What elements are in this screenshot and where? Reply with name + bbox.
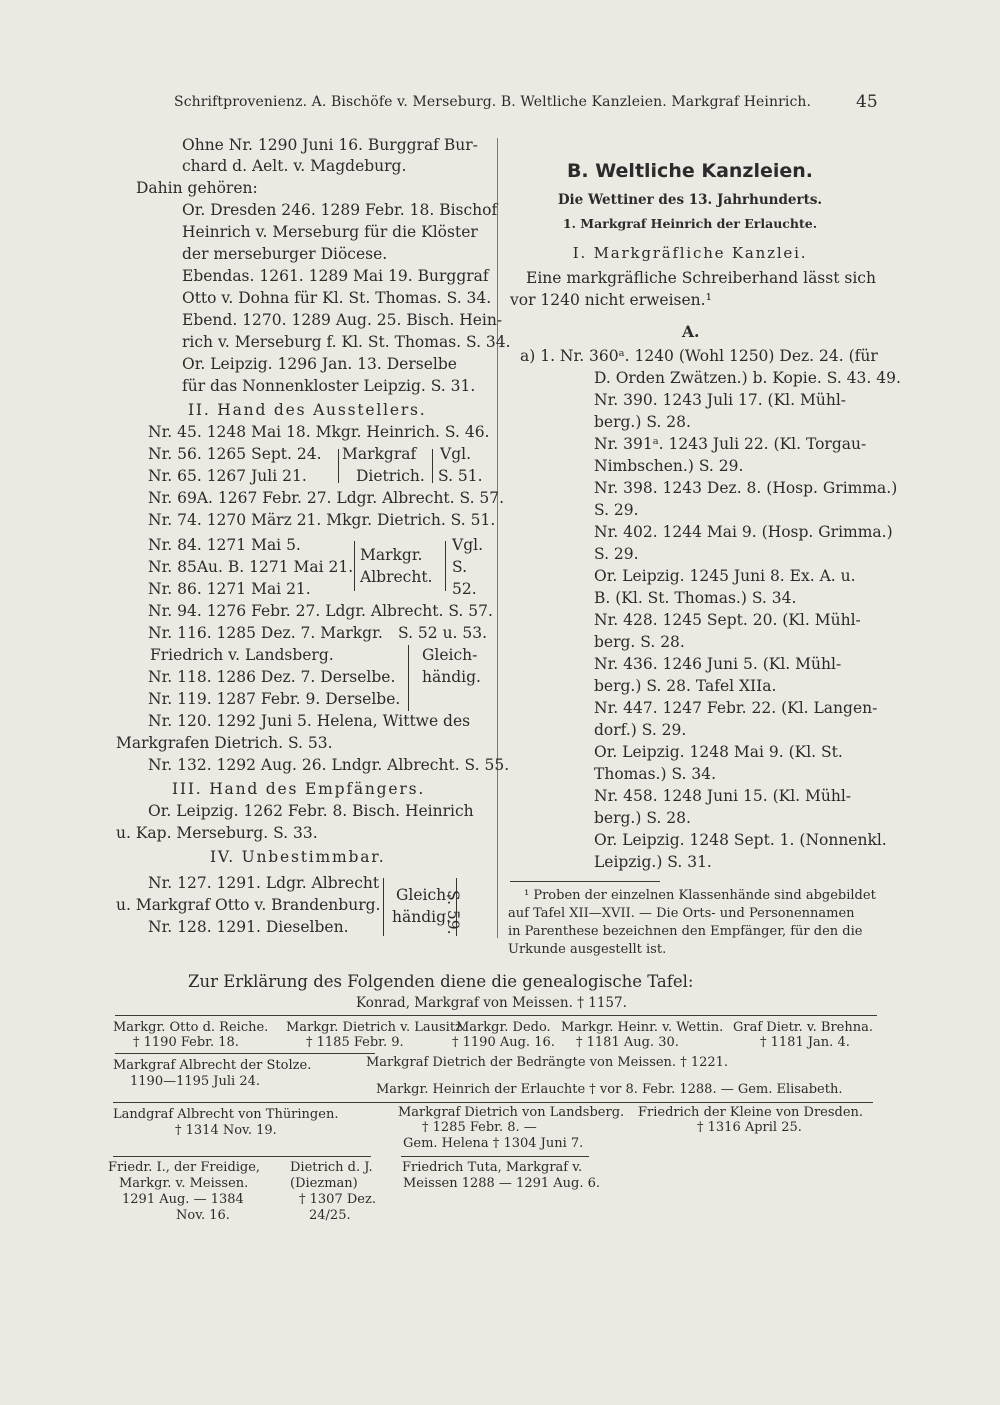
text-line: Or. Dresden 246. 1289 Febr. 18. Bischof	[182, 201, 498, 219]
genealogy-person: Graf Dietr. v. Brehna.	[733, 1020, 873, 1035]
genealogy-person-detail: (Diezman)	[290, 1176, 358, 1191]
genealogy-person: Dietrich d. J.	[290, 1160, 373, 1175]
text-line: Thomas.) S. 34.	[594, 765, 717, 783]
text-line: Or. Leipzig. 1248 Sept. 1. (Nonnenkl.	[594, 831, 887, 849]
subsubtitle: 1. Markgraf Heinrich der Erlauchte.	[562, 216, 818, 231]
generation-rule	[113, 1102, 873, 1103]
brace	[432, 449, 433, 483]
brace	[338, 449, 339, 483]
genealogy-person: Markgraf Dietrich von Landsberg.	[398, 1105, 625, 1120]
text-line: Or. Leipzig. 1262 Febr. 8. Bisch. Heinrich	[148, 802, 474, 820]
brace-label: Gleich-	[396, 886, 452, 904]
brace-label: händig.	[392, 908, 451, 926]
text-line: der merseburger Diöcese.	[182, 245, 388, 263]
brace-label: Dietrich.	[356, 467, 425, 485]
generation-rule	[115, 1053, 375, 1054]
text-line: Or. Leipzig. 1245 Juni 8. Ex. A. u.	[594, 567, 856, 585]
brace-label: händig.	[422, 668, 481, 686]
brace-label: Albrecht.	[360, 568, 433, 586]
subtitle: Die Wettiner des 13. Jahrhunderts.	[557, 192, 823, 208]
footnote-line: ¹ Proben der einzelnen Klassenhände sind abgebildet	[524, 888, 876, 903]
text-line: Nr. 84. 1271 Mai 5.	[148, 536, 301, 554]
brace-label: S. 59.	[444, 890, 462, 935]
genealogy-date: † 1314 Nov. 19.	[175, 1123, 277, 1138]
genealogy-person: Landgraf Albrecht von Thüringen.	[113, 1107, 339, 1122]
text-line: Nr. 116. 1285 Dez. 7. Markgr.	[148, 624, 383, 642]
text-line: chard d. Aelt. v. Magdeburg.	[182, 157, 407, 175]
text-line: Nr. 56. 1265 Sept. 24.	[148, 445, 322, 463]
section-heading: III. Hand des Empfängers.	[172, 780, 426, 798]
generation-rule	[401, 1156, 589, 1157]
text-line: vor 1240 nicht erweisen.¹	[510, 291, 712, 309]
text-line: berg.) S. 28.	[594, 413, 691, 431]
running-title: Schriftprovenienz. A. Bischöfe v. Merseburg. B. Weltliche Kanzleien. Markgraf Heinrich.	[174, 94, 812, 110]
section-heading: IV. Unbestimmbar.	[210, 848, 386, 866]
text-line: Or. Leipzig. 1296 Jan. 13. Derselbe	[182, 355, 457, 373]
text-line: Otto v. Dohna für Kl. St. Thomas. S. 34.	[182, 289, 492, 307]
genealogy-date: † 1285 Febr. 8. —	[422, 1120, 537, 1135]
brace	[408, 645, 409, 711]
text-line: Nr. 458. 1248 Juni 15. (Kl. Mühl-	[594, 787, 852, 805]
text-line: rich v. Merseburg f. Kl. St. Thomas. S. 34.	[182, 333, 511, 351]
text-line: Nr. 390. 1243 Juli 17. (Kl. Mühl-	[594, 391, 847, 409]
brace-label: 52.	[452, 580, 477, 598]
text-line: Nr. 391ᵃ. 1243 Juli 22. (Kl. Torgau-	[594, 435, 867, 453]
text-line: a) 1. Nr. 360ᵃ. 1240 (Wohl 1250) Dez. 24. (für	[520, 347, 878, 365]
text-line: Nr. 398. 1243 Dez. 8. (Hosp. Grimma.)	[594, 479, 898, 497]
brace-label: Vgl.	[452, 536, 483, 554]
text-line: B. (Kl. St. Thomas.) S. 34.	[594, 589, 797, 607]
text-line: Nr. 120. 1292 Juni 5. Helena, Wittwe des	[148, 712, 471, 730]
brace-label: S.	[452, 558, 467, 576]
subsection-letter: A.	[682, 322, 700, 341]
page-number: 45	[856, 92, 878, 112]
genealogy-date: Nov. 16.	[176, 1208, 230, 1223]
genealogy-date: 1190—1195 Juli 24.	[130, 1074, 261, 1089]
text-line: Nr. 45. 1248 Mai 18. Mkgr. Heinrich. S. 46.	[148, 423, 490, 441]
section-title: B. Weltliche Kanzleien.	[566, 160, 814, 182]
text-line: Nr. 86. 1271 Mai 21.	[148, 580, 311, 598]
text-line: Friedrich v. Landsberg.	[150, 646, 334, 664]
genealogy-date: † 1190 Febr. 18.	[133, 1035, 239, 1050]
brace	[354, 541, 355, 591]
text-line: Nr. 94. 1276 Febr. 27. Ldgr. Albrecht. S. 57.	[148, 602, 493, 620]
text-line: für das Nonnenkloster Leipzig. S. 31.	[182, 377, 476, 395]
genealogy-date: 1291 Aug. — 1384	[122, 1192, 244, 1207]
text-line: Markgrafen Dietrich. S. 53.	[116, 734, 333, 752]
genealogy-date: † 1181 Aug. 30.	[576, 1035, 679, 1050]
footnote-line: in Parenthese bezeichnen den Empfänger, für den die	[508, 924, 863, 939]
footnote-rule	[510, 881, 660, 882]
text-line: S. 29.	[594, 545, 639, 563]
brace-label: S. 52 u. 53.	[398, 624, 488, 642]
text-line: berg. S. 28.	[594, 633, 685, 651]
text-line: u. Kap. Merseburg. S. 33.	[116, 824, 318, 842]
text-line: Nr. 436. 1246 Juni 5. (Kl. Mühl-	[594, 655, 842, 673]
text-line: u. Markgraf Otto v. Brandenburg.	[116, 896, 381, 914]
text-line: Or. Leipzig. 1248 Mai 9. (Kl. St.	[594, 743, 843, 761]
text-line: Nr. 127. 1291. Ldgr. Albrecht	[148, 874, 380, 892]
text-line: Nr. 428. 1245 Sept. 20. (Kl. Mühl-	[594, 611, 861, 629]
brace	[383, 878, 384, 936]
genealogy-person: Markgr. Otto d. Reiche.	[113, 1020, 269, 1035]
generation-rule	[115, 1015, 877, 1016]
footnote-line: Urkunde ausgestellt ist.	[508, 942, 667, 957]
text-line: Heinrich v. Merseburg für die Klöster	[182, 223, 478, 241]
genealogy-root: Konrad, Markgraf von Meissen. † 1157.	[356, 995, 627, 1011]
text-line: Dahin gehören:	[136, 179, 258, 197]
column-divider	[497, 138, 498, 938]
genealogy-person: Markgraf Dietrich der Bedrängte von Meissen. † 1221.	[366, 1055, 729, 1070]
text-line: Nr. 128. 1291. Dieselben.	[148, 918, 349, 936]
text-line: dorf.) S. 29.	[594, 721, 687, 739]
footnote-line: auf Tafel XII—XVII. — Die Orts- und Personennamen	[508, 906, 855, 921]
genealogy-date: † 1185 Febr. 9.	[306, 1035, 404, 1050]
brace-label: Vgl.	[440, 445, 471, 463]
brace-label: Markgraf	[342, 445, 417, 463]
text-line: berg.) S. 28.	[594, 809, 691, 827]
brace-label: S. 51.	[438, 467, 483, 485]
text-line: berg.) S. 28. Tafel XIIa.	[594, 677, 777, 695]
brace	[445, 541, 446, 591]
section-heading: II. Hand des Ausstellers.	[188, 401, 427, 419]
text-line: Ebendas. 1261. 1289 Mai 19. Burggraf	[182, 267, 489, 285]
genealogy-date: 24/25.	[309, 1208, 351, 1223]
text-line: Leipzig.) S. 31.	[594, 853, 712, 871]
text-line: Nr. 132. 1292 Aug. 26. Lndgr. Albrecht. S. 55.	[148, 756, 510, 774]
genealogy-date: † 1316 April 25.	[697, 1120, 802, 1135]
genealogy-date: Meissen 1288 — 1291 Aug. 6.	[403, 1176, 601, 1191]
text-line: Ebend. 1270. 1289 Aug. 25. Bisch. Hein-	[182, 311, 503, 329]
genealogy-date: † 1181 Jan. 4.	[760, 1035, 850, 1050]
genealogy-person-detail: Markgr. v. Meissen.	[119, 1176, 249, 1191]
genealogy-intro: Zur Erklärung des Folgenden diene die genealogische Tafel:	[188, 972, 694, 991]
text-line: Nr. 65. 1267 Juli 21.	[148, 467, 307, 485]
text-line: Nr. 447. 1247 Febr. 22. (Kl. Langen-	[594, 699, 878, 717]
genealogy-person: Markgraf Albrecht der Stolze.	[113, 1058, 312, 1073]
brace-label: Gleich-	[422, 646, 478, 664]
text-line: Nr. 85Au. B. 1271 Mai 21.	[148, 558, 354, 576]
genealogy-person: Markgr. Heinr. v. Wettin.	[561, 1020, 724, 1035]
generation-rule	[113, 1156, 371, 1157]
genealogy-date: † 1307 Dez.	[299, 1192, 376, 1207]
genealogy-spouse: Gem. Helena † 1304 Juni 7.	[403, 1136, 584, 1151]
text-line: Nimbschen.) S. 29.	[594, 457, 744, 475]
brace-label: Markgr.	[360, 546, 423, 564]
part-title: I. Markgräfliche Kanzlei.	[572, 244, 808, 262]
text-line: D. Orden Zwätzen.) b. Kopie. S. 43. 49.	[594, 369, 901, 387]
genealogy-person: Markgr. Dedo.	[456, 1020, 551, 1035]
genealogy-date: † 1190 Aug. 16.	[452, 1035, 555, 1050]
text-line: S. 29.	[594, 501, 639, 519]
genealogy-person: Friedrich Tuta, Markgraf v.	[402, 1160, 583, 1175]
text-line: Nr. 74. 1270 März 21. Mkgr. Dietrich. S. 51.	[148, 511, 496, 529]
genealogy-person: Markgr. Heinrich der Erlauchte † vor 8. Febr. 1288. — Gem. Elisabeth.	[376, 1082, 843, 1097]
text-line: Nr. 118. 1286 Dez. 7. Derselbe.	[148, 668, 396, 686]
genealogy-person: Friedrich der Kleine von Dresden.	[638, 1105, 864, 1120]
text-line: Nr. 69A. 1267 Febr. 27. Ldgr. Albrecht. S. 57.	[148, 489, 505, 507]
text-line: Eine markgräfliche Schreiberhand lässt sich	[526, 269, 876, 287]
text-line: Nr. 119. 1287 Febr. 9. Derselbe.	[148, 690, 401, 708]
genealogy-person: Markgr. Dietrich v. Lausitz.	[286, 1020, 467, 1035]
text-line: Nr. 402. 1244 Mai 9. (Hosp. Grimma.)	[594, 523, 893, 541]
text-line: Ohne Nr. 1290 Juni 16. Burggraf Bur-	[182, 136, 478, 154]
genealogy-person: Friedr. I., der Freidige,	[108, 1160, 261, 1175]
